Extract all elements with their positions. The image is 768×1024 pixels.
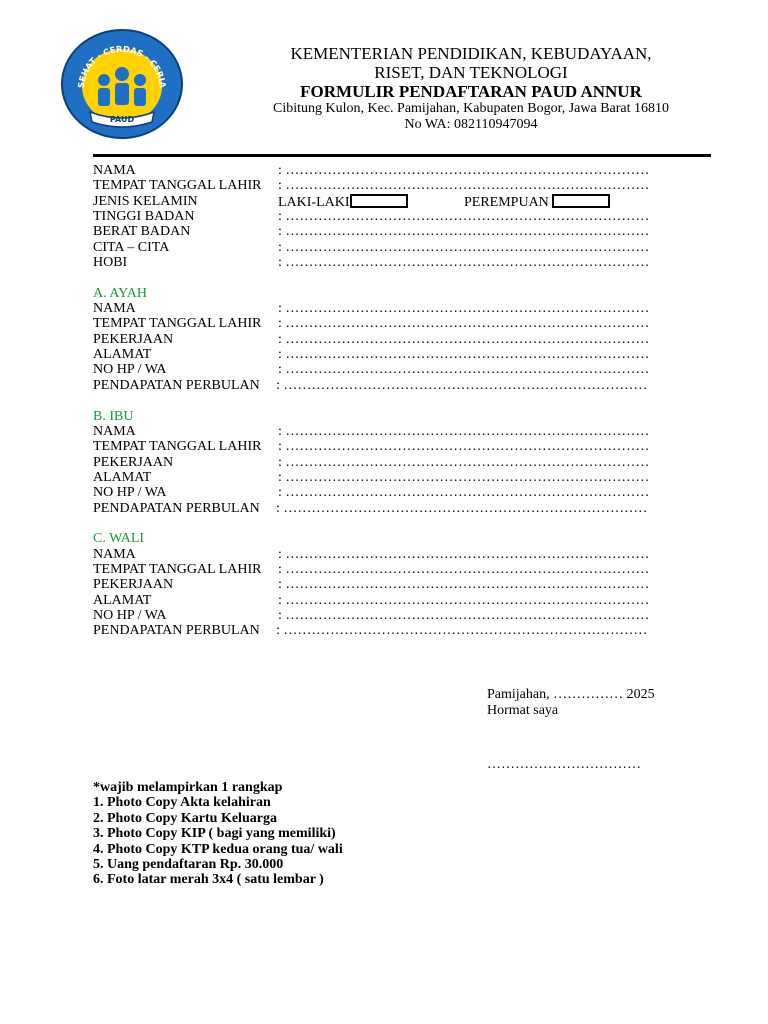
fill-in-line[interactable]: : ……………………………………………………………………: [278, 239, 650, 255]
field-label: TEMPAT TANGGAL LAHIR: [93, 316, 262, 332]
field-label: PEKERJAAN: [93, 577, 174, 593]
fill-in-line[interactable]: : ……………………………………………………………………: [278, 577, 650, 593]
logo-ribbon-text: PAUD: [109, 115, 135, 124]
field-label: ALAMAT: [93, 592, 152, 608]
ministry-line-2: RISET, DAN TEKNOLOGI: [374, 63, 568, 82]
ayah-birth-row: [93, 316, 713, 331]
field-label: NAMA: [93, 301, 136, 317]
requirements-title: *wajib melampirkan 1 rangkap: [93, 780, 283, 795]
field-label: TEMPAT TANGGAL LAHIR: [93, 561, 262, 577]
ibu-job-row: [93, 455, 713, 470]
requirement-item: 6. Foto latar merah 3x4 ( satu lembar ): [93, 872, 324, 888]
requirement-item: 5. Uang pendaftaran Rp. 30.000: [93, 857, 284, 873]
school-address: Cibitung Kulon, Kec. Pamijahan, Kabupaten Bogor, Jawa Barat 16810: [272, 101, 670, 116]
place-date: Pamijahan, …………… 2025: [487, 687, 655, 702]
requirement-item: 3. Photo Copy KIP ( bagi yang memiliki): [93, 826, 336, 842]
child-hobby-row: [93, 255, 713, 270]
field-label: NAMA: [93, 423, 136, 439]
gender-male: [278, 194, 408, 210]
child-name-row: [93, 163, 713, 178]
fill-in-line[interactable]: : ……………………………………………………………………: [278, 301, 650, 317]
ayah-income-row: [93, 378, 713, 393]
field-label: NO HP / WA: [93, 607, 167, 623]
gender-female-label: PEREMPUAN: [464, 194, 549, 210]
fill-in-line[interactable]: : ……………………………………………………………………: [278, 454, 650, 470]
field-label: TINGGI BADAN: [93, 209, 195, 225]
ayah-name-row: [93, 301, 713, 316]
requirement-item: 4. Photo Copy KTP kedua orang tua/ wali: [93, 841, 343, 857]
fill-in-line[interactable]: : ……………………………………………………………………: [276, 500, 648, 516]
section-heading-wali: C. WALI: [93, 531, 145, 547]
requirement-item: 1. Photo Copy Akta kelahiran: [93, 795, 271, 811]
field-label: TEMPAT TANGGAL LAHIR: [93, 178, 262, 194]
field-label: CITA – CITA: [93, 239, 170, 255]
ibu-name-row: [93, 424, 713, 439]
fill-in-line[interactable]: : ……………………………………………………………………: [278, 561, 650, 577]
wali-birth-row: [93, 562, 713, 577]
field-label: TEMPAT TANGGAL LAHIR: [93, 439, 262, 455]
gender-female: [464, 194, 610, 210]
fill-in-line[interactable]: : ……………………………………………………………………: [278, 347, 650, 363]
field-label: PENDAPATAN PERBULAN: [93, 377, 260, 393]
field-label: PEKERJAAN: [93, 331, 174, 347]
ayah-phone-row: [93, 362, 713, 377]
field-label: NAMA: [93, 546, 136, 562]
field-label: PENDAPATAN PERBULAN: [93, 500, 260, 516]
child-birth-row: [93, 178, 713, 193]
section-heading-ibu: B. IBU: [93, 408, 134, 424]
fill-in-line[interactable]: : ……………………………………………………………………: [278, 546, 650, 562]
logo-arc-text: SEHAT · CERDAS · CERIA: [76, 44, 168, 89]
ibu-birth-row: [93, 439, 713, 454]
child-aspiration-row: [93, 240, 713, 255]
fill-in-line[interactable]: : ……………………………………………………………………: [278, 592, 650, 608]
paud-logo: [60, 28, 184, 140]
gender-male-label: LAKI-LAKI: [278, 194, 350, 210]
fill-in-line[interactable]: : ……………………………………………………………………: [278, 485, 650, 501]
wali-job-row: [93, 577, 713, 592]
fill-in-line[interactable]: : ……………………………………………………………………: [278, 209, 650, 225]
field-label: NAMA: [93, 163, 136, 178]
wali-phone-row: [93, 608, 713, 623]
fill-in-line[interactable]: : ……………………………………………………………………: [278, 423, 650, 439]
child-weight-row: [93, 224, 713, 239]
fill-in-line[interactable]: : ……………………………………………………………………: [278, 607, 650, 623]
fill-in-line[interactable]: : ……………………………………………………………………: [276, 377, 648, 393]
field-label: PENDAPATAN PERBULAN: [93, 623, 260, 639]
wali-name-row: [93, 547, 713, 562]
letterhead: [236, 44, 706, 133]
ibu-address-row: [93, 470, 713, 485]
fill-in-line[interactable]: : ……………………………………………………………………: [278, 178, 650, 194]
form-title: FORMULIR PENDAFTARAN PAUD ANNUR: [300, 82, 642, 101]
fill-in-line[interactable]: : ……………………………………………………………………: [276, 623, 648, 639]
field-label: NO HP / WA: [93, 362, 167, 378]
signature-block: [487, 687, 655, 773]
header-divider: [93, 154, 711, 157]
requirement-item: 2. Photo Copy Kartu Keluarga: [93, 810, 277, 826]
child-gender-row: [93, 194, 713, 209]
signature-line[interactable]: ……………………………: [487, 757, 641, 772]
field-label: ALAMAT: [93, 347, 152, 363]
ministry-line-1: KEMENTERIAN PENDIDIKAN, KEBUDAYAAN,: [290, 44, 652, 63]
field-label: BERAT BADAN: [93, 224, 191, 240]
registration-form: [93, 163, 713, 639]
fill-in-line[interactable]: : ……………………………………………………………………: [278, 255, 650, 271]
wali-income-row: [93, 623, 713, 638]
fill-in-line[interactable]: : ……………………………………………………………………: [278, 224, 650, 240]
regards: Hormat saya: [487, 703, 559, 718]
requirements-list: [93, 780, 343, 888]
fill-in-line[interactable]: : ……………………………………………………………………: [278, 316, 650, 332]
field-label: HOBI: [93, 255, 128, 271]
section-heading-ayah: A. AYAH: [93, 285, 147, 301]
field-label: ALAMAT: [93, 469, 152, 485]
fill-in-line[interactable]: : ……………………………………………………………………: [278, 362, 650, 378]
wali-address-row: [93, 593, 713, 608]
child-height-row: [93, 209, 713, 224]
gender-female-checkbox[interactable]: [552, 194, 610, 208]
fill-in-line[interactable]: : ……………………………………………………………………: [278, 331, 650, 347]
field-label: NO HP / WA: [93, 485, 167, 501]
school-wa: No WA: 082110947094: [404, 117, 538, 132]
ibu-income-row: [93, 501, 713, 516]
field-label: JENIS KELAMIN: [93, 193, 198, 209]
gender-male-checkbox[interactable]: [350, 194, 408, 208]
field-label: PEKERJAAN: [93, 454, 174, 470]
fill-in-line[interactable]: : ……………………………………………………………………: [278, 469, 650, 485]
ibu-phone-row: [93, 485, 713, 500]
ayah-job-row: [93, 332, 713, 347]
fill-in-line[interactable]: : ……………………………………………………………………: [278, 439, 650, 455]
ayah-address-row: [93, 347, 713, 362]
fill-in-line[interactable]: : ……………………………………………………………………: [278, 163, 650, 178]
